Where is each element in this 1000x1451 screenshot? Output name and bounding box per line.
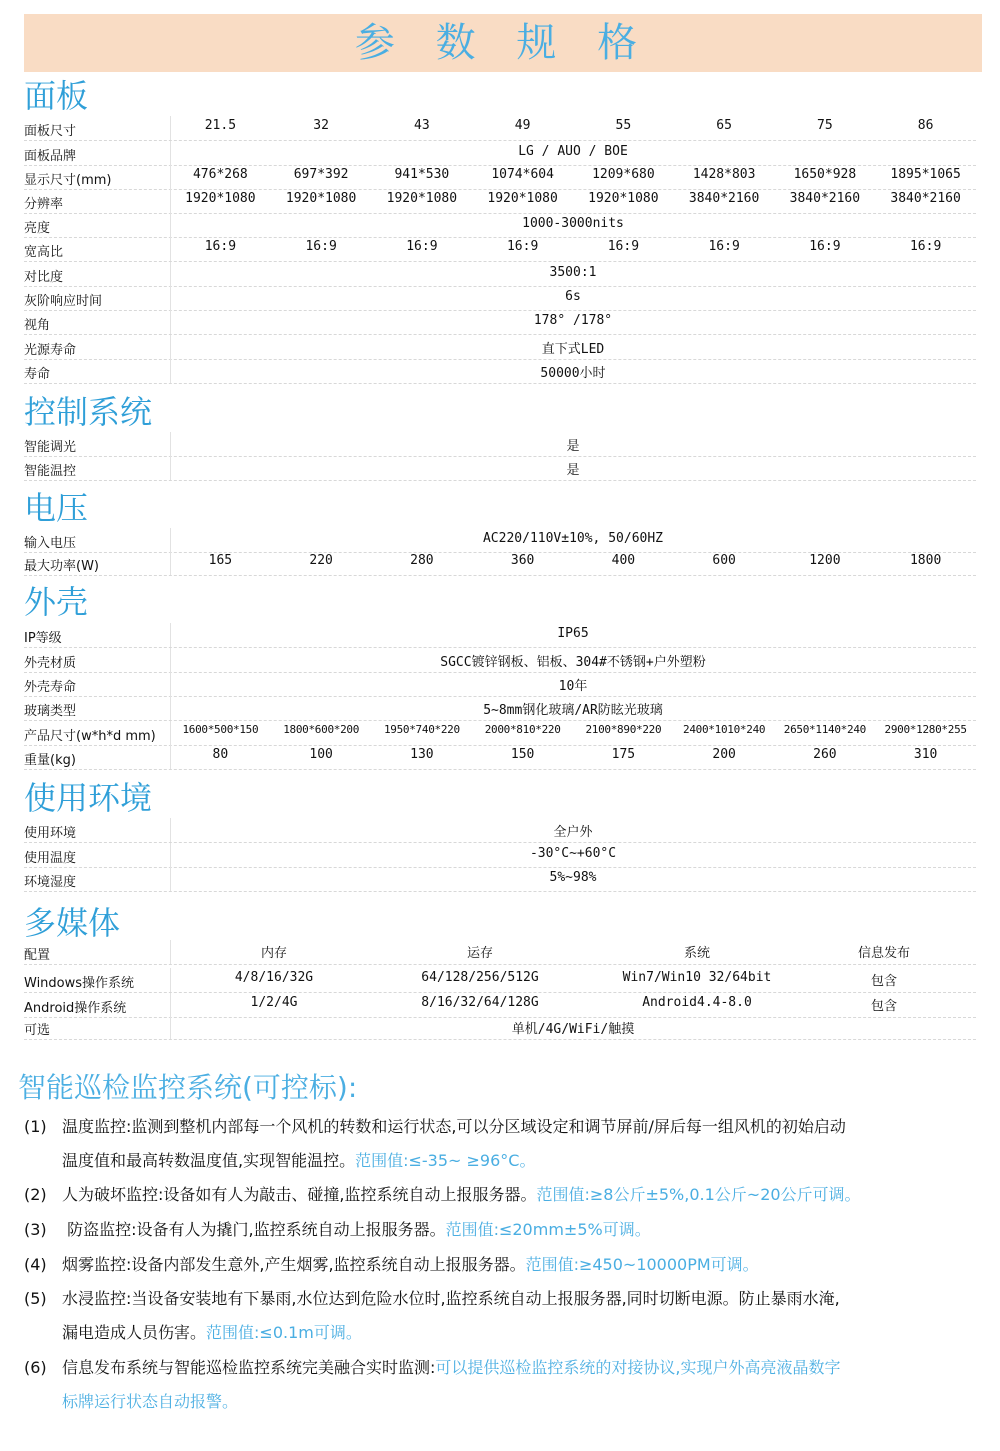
column-divider <box>170 993 171 1017</box>
spec-value: 1200 <box>809 553 841 568</box>
spec-row <box>24 213 976 238</box>
spec-label: 玻璃类型 <box>24 704 77 719</box>
spec-value: AC220/110V±10%, 50/60HZ <box>482 531 663 546</box>
spec-value: 178° /178° <box>533 313 613 328</box>
spec-row <box>24 165 976 190</box>
spec-value: SGCC镀锌钢板、铝板、304#不锈钢+户外塑粉 <box>440 655 706 670</box>
spec-label: Android操作系统 <box>24 1001 127 1016</box>
media-value: 包含 <box>870 999 897 1014</box>
spec-value: 2100*890*220 <box>585 723 662 736</box>
spec-row <box>24 623 976 648</box>
spec-label: 使用温度 <box>24 851 77 866</box>
spec-values <box>170 553 976 568</box>
spec-value: 80 <box>212 747 229 762</box>
spec-row <box>24 745 976 770</box>
media-header-row <box>24 940 976 965</box>
spec-label: 分辨率 <box>24 197 64 212</box>
spec-label: 灰阶响应时间 <box>24 294 103 309</box>
intel-item-range: 可以提供巡检监控系统的对接协议,实现户外高亮液晶数字 <box>435 1358 841 1377</box>
spec-value: 360 <box>510 553 535 568</box>
spec-row <box>24 262 976 287</box>
spec-value: 1920*1080 <box>185 191 256 206</box>
spec-value: 75 <box>817 118 833 133</box>
media-value: Android4.4-8.0 <box>642 995 752 1010</box>
intel-item-text: 漏电造成人员伤害。 <box>62 1323 207 1342</box>
media-column-header: 内存 <box>260 946 287 961</box>
column-divider <box>170 940 171 964</box>
spec-row <box>24 116 976 141</box>
spec-value: 2650*1140*240 <box>783 723 866 736</box>
spec-row <box>24 648 976 673</box>
spec-value: 16:9 <box>204 239 237 254</box>
section-title-voltage: 电压 <box>24 489 89 527</box>
spec-value: 1209*680 <box>592 167 655 182</box>
intel-item-line <box>24 1144 974 1178</box>
spec-value: 1920*1080 <box>588 191 659 206</box>
spec-value: 400 <box>611 553 636 568</box>
spec-value: 16:9 <box>708 239 740 254</box>
intel-item-number: (2) <box>24 1185 47 1204</box>
media-value: 8/16/32/64/128G <box>421 995 539 1010</box>
spec-value: 175 <box>611 747 636 762</box>
spec-label: IP等级 <box>24 631 62 646</box>
intel-item-line <box>24 1282 974 1316</box>
spec-row <box>24 456 976 481</box>
spec-label: 产品尺寸(w*h*d mm) <box>24 729 156 744</box>
spec-value: 3840*2160 <box>890 191 961 206</box>
spec-value: 1950*740*220 <box>383 723 460 736</box>
spec-row <box>24 359 976 384</box>
column-divider <box>170 968 171 992</box>
spec-label: 面板品牌 <box>24 149 77 164</box>
media-column-header: 运存 <box>466 946 493 961</box>
spec-label: Windows操作系统 <box>24 976 135 991</box>
spec-value: 1074*604 <box>491 167 554 182</box>
intel-item-number: (5) <box>24 1289 47 1308</box>
spec-value: 3500:1 <box>549 265 597 280</box>
intel-item-range: 范围值:≤20mm±5%可调。 <box>445 1220 651 1239</box>
spec-value: -30°C~+60°C <box>529 846 617 861</box>
spec-value: 1920*1080 <box>487 191 558 206</box>
intel-item-text: 防盗监控:设备有人为撬门,监控系统自动上报服务器。 <box>62 1220 446 1239</box>
spec-row <box>24 843 976 868</box>
spec-value: 全户外 <box>553 825 593 840</box>
spec-value: 1650*928 <box>793 167 857 182</box>
spec-value: 16:9 <box>909 239 942 254</box>
intel-item-line <box>24 1385 974 1419</box>
spec-values <box>170 239 976 254</box>
spec-value: 476*268 <box>192 167 248 182</box>
spec-value: 600 <box>712 553 736 568</box>
spec-value: 260 <box>813 747 837 762</box>
spec-value: 是 <box>566 439 580 454</box>
media-optional-row <box>24 1015 976 1040</box>
intel-item-number: (3) <box>24 1220 47 1239</box>
spec-value: 43 <box>414 118 430 133</box>
spec-label: 输入电压 <box>24 536 77 551</box>
intel-item <box>24 1248 974 1282</box>
spec-value: 6s <box>565 289 581 304</box>
intel-item <box>24 1282 974 1350</box>
spec-value: 是 <box>566 463 580 478</box>
spec-value: 49 <box>514 118 531 133</box>
spec-value: 1600*500*150 <box>182 723 259 736</box>
media-column-header: 信息发布 <box>857 946 910 961</box>
intel-item <box>24 1178 974 1212</box>
intel-item-text: 水浸监控:当设备安装地有下暴雨,水位达到危险水位时,监控系统自动上报服务器,同时切断电源。防止暴雨水淹, <box>62 1289 840 1308</box>
spec-value: 32 <box>313 118 329 133</box>
spec-label: 对比度 <box>24 270 64 285</box>
media-value: 1/2/4G <box>250 995 298 1010</box>
spec-label: 宽高比 <box>24 245 64 260</box>
media-value: 包含 <box>870 974 897 989</box>
spec-row <box>24 818 976 843</box>
spec-value: LG / AUO / BOE <box>518 144 628 159</box>
spec-value: 16:9 <box>406 239 438 254</box>
spec-row <box>24 432 976 457</box>
spec-label: 面板尺寸 <box>24 124 77 139</box>
intel-item-line <box>24 1110 974 1144</box>
intel-item-number: (4) <box>24 1255 47 1274</box>
intel-item-range: 范围值:≤0.1m可调。 <box>206 1323 362 1342</box>
spec-value: 220 <box>309 553 333 568</box>
spec-row <box>24 551 976 576</box>
intel-item-range: 范围值:≥450~10000PM可调。 <box>525 1255 759 1274</box>
spec-value: 2000*810*220 <box>484 723 561 736</box>
intel-item-number: (1) <box>24 1117 47 1136</box>
intel-item-text: 人为破坏监控:设备如有人为敲击、碰撞,监控系统自动上报服务器。 <box>62 1185 537 1204</box>
spec-row <box>24 286 976 311</box>
spec-value: 1000-3000nits <box>522 216 624 231</box>
media-column-header: 系统 <box>683 946 710 961</box>
spec-row <box>24 672 976 697</box>
spec-row <box>24 310 976 335</box>
intel-item-line <box>24 1213 974 1247</box>
intel-item-range: 标牌运行状态自动报警。 <box>62 1392 239 1411</box>
media-row <box>24 968 976 993</box>
section-title-panel: 面板 <box>24 77 89 115</box>
spec-label: 显示尺寸(mm) <box>24 173 112 188</box>
spec-value: 310 <box>913 747 938 762</box>
spec-value: 16:9 <box>506 239 539 254</box>
intel-item-range: 范围值:≤-35~ ≥96°C。 <box>355 1151 536 1170</box>
spec-label: 光源寿命 <box>24 343 77 358</box>
spec-value: 55 <box>615 118 632 133</box>
spec-value: 5~8mm钢化玻璃/AR防眩光玻璃 <box>483 703 663 718</box>
spec-value: 50000小时 <box>540 366 606 381</box>
spec-value: 10年 <box>558 679 588 694</box>
intel-item-line <box>24 1351 974 1385</box>
spec-label: 视角 <box>24 318 51 333</box>
media-value: 4/8/16/32G <box>234 970 314 985</box>
media-value: Win7/Win10 32/64bit <box>622 970 772 985</box>
spec-value: 21.5 <box>204 118 237 133</box>
spec-value: 1800*600*200 <box>283 723 360 736</box>
spec-value: 单机/4G/WiFi/触摸 <box>511 1022 635 1037</box>
spec-row <box>24 696 976 721</box>
spec-row <box>24 721 976 746</box>
spec-value: 直下式LED <box>541 342 605 357</box>
spec-row <box>24 528 976 553</box>
section-title-env: 使用环境 <box>24 779 153 817</box>
intel-item-text: 烟雾监控:设备内部发生意外,产生烟雾,监控系统自动上报服务器。 <box>62 1255 526 1274</box>
spec-label: 环境湿度 <box>24 875 77 890</box>
title-banner <box>24 14 982 72</box>
intel-item-line <box>24 1178 974 1212</box>
spec-values <box>170 747 976 762</box>
spec-value: 941*530 <box>394 167 450 182</box>
intel-item-text: 温度监控:监测到整机内部每一个风机的转数和运行状态,可以分区域设定和调节屏前/屏后每一组风机的初始启动 <box>62 1117 846 1136</box>
spec-label: 最大功率(W) <box>24 559 99 574</box>
page-title: 参 数 规 格 <box>354 20 652 66</box>
spec-values <box>170 723 976 736</box>
spec-value: 150 <box>510 747 535 762</box>
spec-row <box>24 237 976 262</box>
spec-value: 2400*1010*240 <box>683 723 766 736</box>
spec-values <box>170 118 976 133</box>
spec-value: 3840*2160 <box>789 191 861 206</box>
intel-item-line <box>24 1316 974 1350</box>
spec-label: 使用环境 <box>24 826 77 841</box>
spec-row <box>24 335 976 360</box>
spec-value: 86 <box>917 118 934 133</box>
intel-section-title: 智能巡检监控系统(可控标): <box>18 1071 358 1104</box>
spec-value: 1895*1065 <box>890 167 961 182</box>
spec-values <box>170 191 976 206</box>
spec-value: 200 <box>712 747 736 762</box>
spec-value: 16:9 <box>607 239 640 254</box>
spec-value: 16:9 <box>305 239 337 254</box>
spec-value: 280 <box>410 553 434 568</box>
spec-label: 寿命 <box>24 367 51 382</box>
spec-value: 3840*2160 <box>688 191 760 206</box>
spec-value: 165 <box>208 553 233 568</box>
spec-value: 1428*803 <box>692 167 756 182</box>
spec-label: 可选 <box>24 1023 51 1038</box>
spec-value: IP65 <box>557 626 589 641</box>
spec-row <box>24 189 976 214</box>
intel-item-text: 温度值和最高转数温度值,实现智能温控。 <box>62 1151 356 1170</box>
media-value: 64/128/256/512G <box>421 970 539 985</box>
spec-label: 配置 <box>24 948 51 963</box>
spec-label: 智能温控 <box>24 464 77 479</box>
spec-row <box>24 141 976 166</box>
spec-values <box>170 167 976 182</box>
spec-label: 外壳材质 <box>24 656 77 671</box>
intel-item <box>24 1110 974 1178</box>
intel-item-number: (6) <box>24 1358 47 1377</box>
section-title-shell: 外壳 <box>24 583 89 621</box>
intel-item-text: 信息发布系统与智能巡检监控系统完美融合实时监测: <box>62 1358 436 1377</box>
spec-label: 智能调光 <box>24 440 77 455</box>
spec-label: 外壳寿命 <box>24 680 77 695</box>
spec-value: 1920*1080 <box>285 191 357 206</box>
section-title-control: 控制系统 <box>24 393 153 431</box>
spec-value: 16:9 <box>809 239 841 254</box>
intel-item-range: 范围值:≥8公斤±5%,0.1公斤~20公斤可调。 <box>536 1185 861 1204</box>
intel-item-line <box>24 1248 974 1282</box>
intel-item <box>24 1213 974 1247</box>
intel-item <box>24 1351 974 1419</box>
spec-value: 1920*1080 <box>386 191 458 206</box>
spec-row <box>24 867 976 892</box>
section-title-media: 多媒体 <box>24 904 121 942</box>
spec-value: 100 <box>309 747 333 762</box>
spec-label: 重量(kg) <box>24 753 76 768</box>
spec-value: 130 <box>410 747 434 762</box>
spec-value: 697*392 <box>293 167 349 182</box>
spec-value: 1800 <box>909 553 942 568</box>
spec-value: 5%~98% <box>549 870 597 885</box>
spec-value: 2900*1280*255 <box>884 723 967 736</box>
spec-label: 亮度 <box>24 221 51 236</box>
spec-value: 65 <box>716 118 732 133</box>
